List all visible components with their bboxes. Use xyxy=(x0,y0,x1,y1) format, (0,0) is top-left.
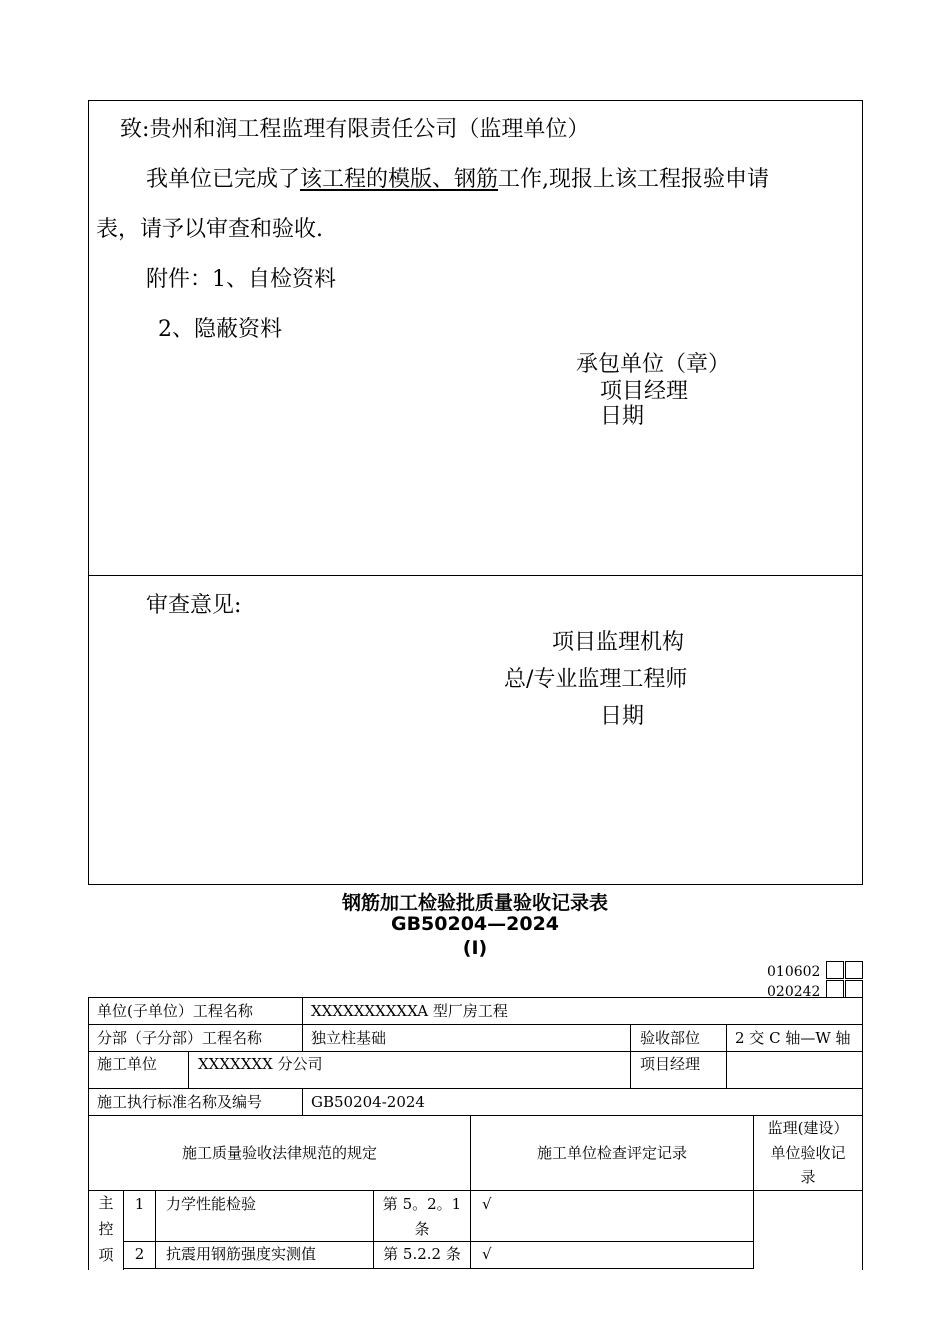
record-roman: (Ⅰ) xyxy=(462,937,488,959)
body-line-2: 表，请予以审查和验收. xyxy=(96,217,323,242)
division-value: 独立柱基础 xyxy=(311,1029,387,1047)
item-name: 力学性能检验 xyxy=(166,1195,257,1213)
item-no: 2 xyxy=(134,1245,145,1263)
main-control-char-3: 项 xyxy=(98,1246,114,1264)
construction-unit-value: XXXXXXX 分公司 xyxy=(198,1055,323,1073)
acceptance-part-label: 验收部位 xyxy=(640,1029,701,1047)
item-no: 1 xyxy=(134,1195,145,1213)
code-box xyxy=(826,961,844,979)
division-label: 分部（子分部）工程名称 xyxy=(97,1029,263,1047)
standard-label: 施工执行标准名称及编号 xyxy=(97,1093,263,1111)
header-contractor-label: 施工单位检查评定记录 xyxy=(536,1144,687,1162)
item-clause-line1: 第 5。2。1 xyxy=(382,1195,462,1213)
review-date-label: 日期 xyxy=(600,704,645,729)
standard-value: GB50204-2024 xyxy=(311,1093,425,1111)
code-box xyxy=(845,980,863,998)
header-spec-label: 施工质量验收法律规范的规定 xyxy=(181,1144,377,1162)
construction-unit-label: 施工单位 xyxy=(97,1055,158,1073)
supervision-org-label: 项目监理机构 xyxy=(552,630,685,655)
attachments-label: 附件：1、自检资料 xyxy=(146,267,336,292)
unit-project-value: XXXXXXXXXXA 型厂房工程 xyxy=(311,1002,508,1020)
body-suffix: 工作,现报上该工程报验申请 xyxy=(498,167,770,192)
project-manager-row-label: 项目经理 xyxy=(640,1055,701,1073)
main-control-char-1: 主 xyxy=(98,1194,114,1212)
code-box xyxy=(826,980,844,998)
form-divider xyxy=(88,575,863,576)
item-clause-line1: 第 5.2.2 条 xyxy=(383,1245,461,1263)
review-opinion-label: 审查意见: xyxy=(146,593,242,618)
unit-project-label: 单位(子单位）工程名称 xyxy=(97,1002,253,1020)
body-prefix: 我单位已完成了 xyxy=(146,167,301,192)
record-standard: GB50204—2024 xyxy=(390,913,560,935)
addressee-line: 致:贵州和润工程监理有限责任公司（监理单位） xyxy=(120,117,590,142)
supervisor-column-edge xyxy=(862,1190,863,1270)
cell-item-check xyxy=(470,1241,754,1269)
code-line-1: 010602 xyxy=(767,964,821,980)
header-supervisor-line2: 单位验收记 xyxy=(770,1144,846,1162)
contractor-seal: 承包单位（章） xyxy=(576,352,731,377)
body-line-1 xyxy=(146,162,769,193)
item-check-mark: √ xyxy=(482,1245,492,1263)
form-date-label: 日期 xyxy=(600,404,645,429)
chief-engineer-label: 总/专业监理工程师 xyxy=(504,667,688,692)
header-supervisor-line3: 录 xyxy=(800,1168,816,1186)
main-control-char-2: 控 xyxy=(98,1220,114,1238)
work-items: 该工程的模版、钢筋 xyxy=(300,167,499,192)
attachment-2: 2、隐蔽资料 xyxy=(158,317,282,342)
header-supervisor-line1: 监理(建设） xyxy=(767,1119,849,1137)
acceptance-part-value: 2 交 C 轴—W 轴 xyxy=(735,1029,851,1047)
item-check-mark: √ xyxy=(482,1195,492,1213)
item-name: 抗震用钢筋强度实测值 xyxy=(166,1245,317,1263)
record-title: 钢筋加工检验批质量验收记录表 xyxy=(341,892,608,914)
project-manager-label: 项目经理 xyxy=(600,379,689,404)
item-clause-line2: 条 xyxy=(414,1220,430,1238)
code-line-2: 020242 xyxy=(767,984,821,1000)
cell-item-check xyxy=(470,1190,754,1242)
code-box xyxy=(845,961,863,979)
